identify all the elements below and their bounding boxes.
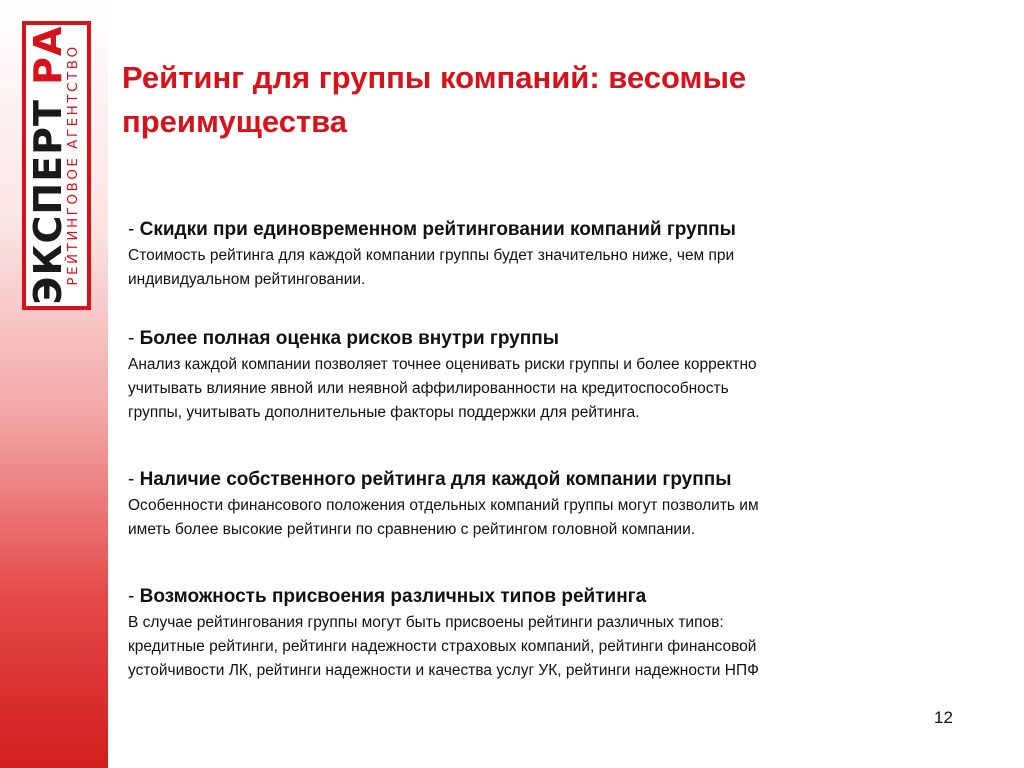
page-number: 12 — [934, 708, 953, 727]
logo-text — [26, 25, 81, 305]
section-heading — [128, 583, 988, 611]
section-heading — [128, 325, 988, 353]
section-body-line: группы, учитывать дополнительные факторы поддержки для рейтинга. — [128, 404, 640, 421]
section-heading — [128, 216, 988, 244]
slide-title-line-1: Рейтинг для группы компаний: весомые — [122, 60, 747, 95]
section-discounts — [128, 216, 988, 292]
section-body-line: кредитные рейтинги, рейтинги надежности страховых компаний, рейтинги финансовой — [128, 638, 757, 655]
section-body-line: Особенности финансового положения отдельных компаний группы могут позволить им — [128, 497, 759, 514]
section-body-line: учитывать влияние явной или неявной аффилированности на кредитоспособность — [128, 380, 729, 397]
logo-brand-black: ЭКСПЕРТ — [26, 99, 70, 305]
section-risk-assessment — [128, 325, 988, 425]
section-rating-types — [128, 583, 988, 683]
section-body-line: Анализ каждой компании позволяет точнее оценивать риски группы и более корректно — [128, 356, 757, 373]
slide-title — [122, 56, 982, 144]
bullet-dash: - — [128, 328, 140, 349]
section-body-line: иметь более высокие рейтинги по сравнению с рейтингом головной компании. — [128, 521, 696, 538]
logo-brand-red: РА — [26, 25, 70, 85]
section-body-line: индивидуальном рейтинговании. — [128, 271, 366, 288]
section-body-line: Стоимость рейтинга для каждой компании группы будет значительно ниже, чем при — [128, 247, 735, 264]
bullet-dash: - — [128, 469, 140, 490]
section-heading-text: Наличие собственного рейтинга для каждой компании группы — [139, 469, 732, 490]
section-heading-text: Более полная оценка рисков внутри группы — [139, 328, 559, 349]
slide-title-line-2: преимущества — [122, 104, 348, 139]
logo-subtitle: РЕЙТИНГОВОЕ АГЕНТСТВО — [65, 44, 81, 286]
section-heading — [128, 466, 988, 494]
section-body-line: В случае рейтингования группы могут быть присвоены рейтинги различных типов: — [128, 614, 724, 631]
section-body — [128, 494, 988, 542]
section-body — [128, 611, 988, 683]
section-body — [128, 244, 988, 292]
logo-brand — [26, 25, 70, 305]
expert-ra-logo — [22, 21, 91, 310]
bullet-dash: - — [128, 586, 140, 607]
bullet-dash: - — [128, 219, 140, 240]
section-body-line: устойчивости ЛК, рейтинги надежности и качества услуг УК, рейтинги надежности НПФ — [128, 662, 759, 679]
section-body — [128, 353, 988, 425]
section-own-rating — [128, 466, 988, 542]
section-heading-text: Возможность присвоения различных типов рейтинга — [139, 586, 647, 607]
section-heading-text: Скидки при единовременном рейтинговании компаний группы — [139, 219, 736, 240]
